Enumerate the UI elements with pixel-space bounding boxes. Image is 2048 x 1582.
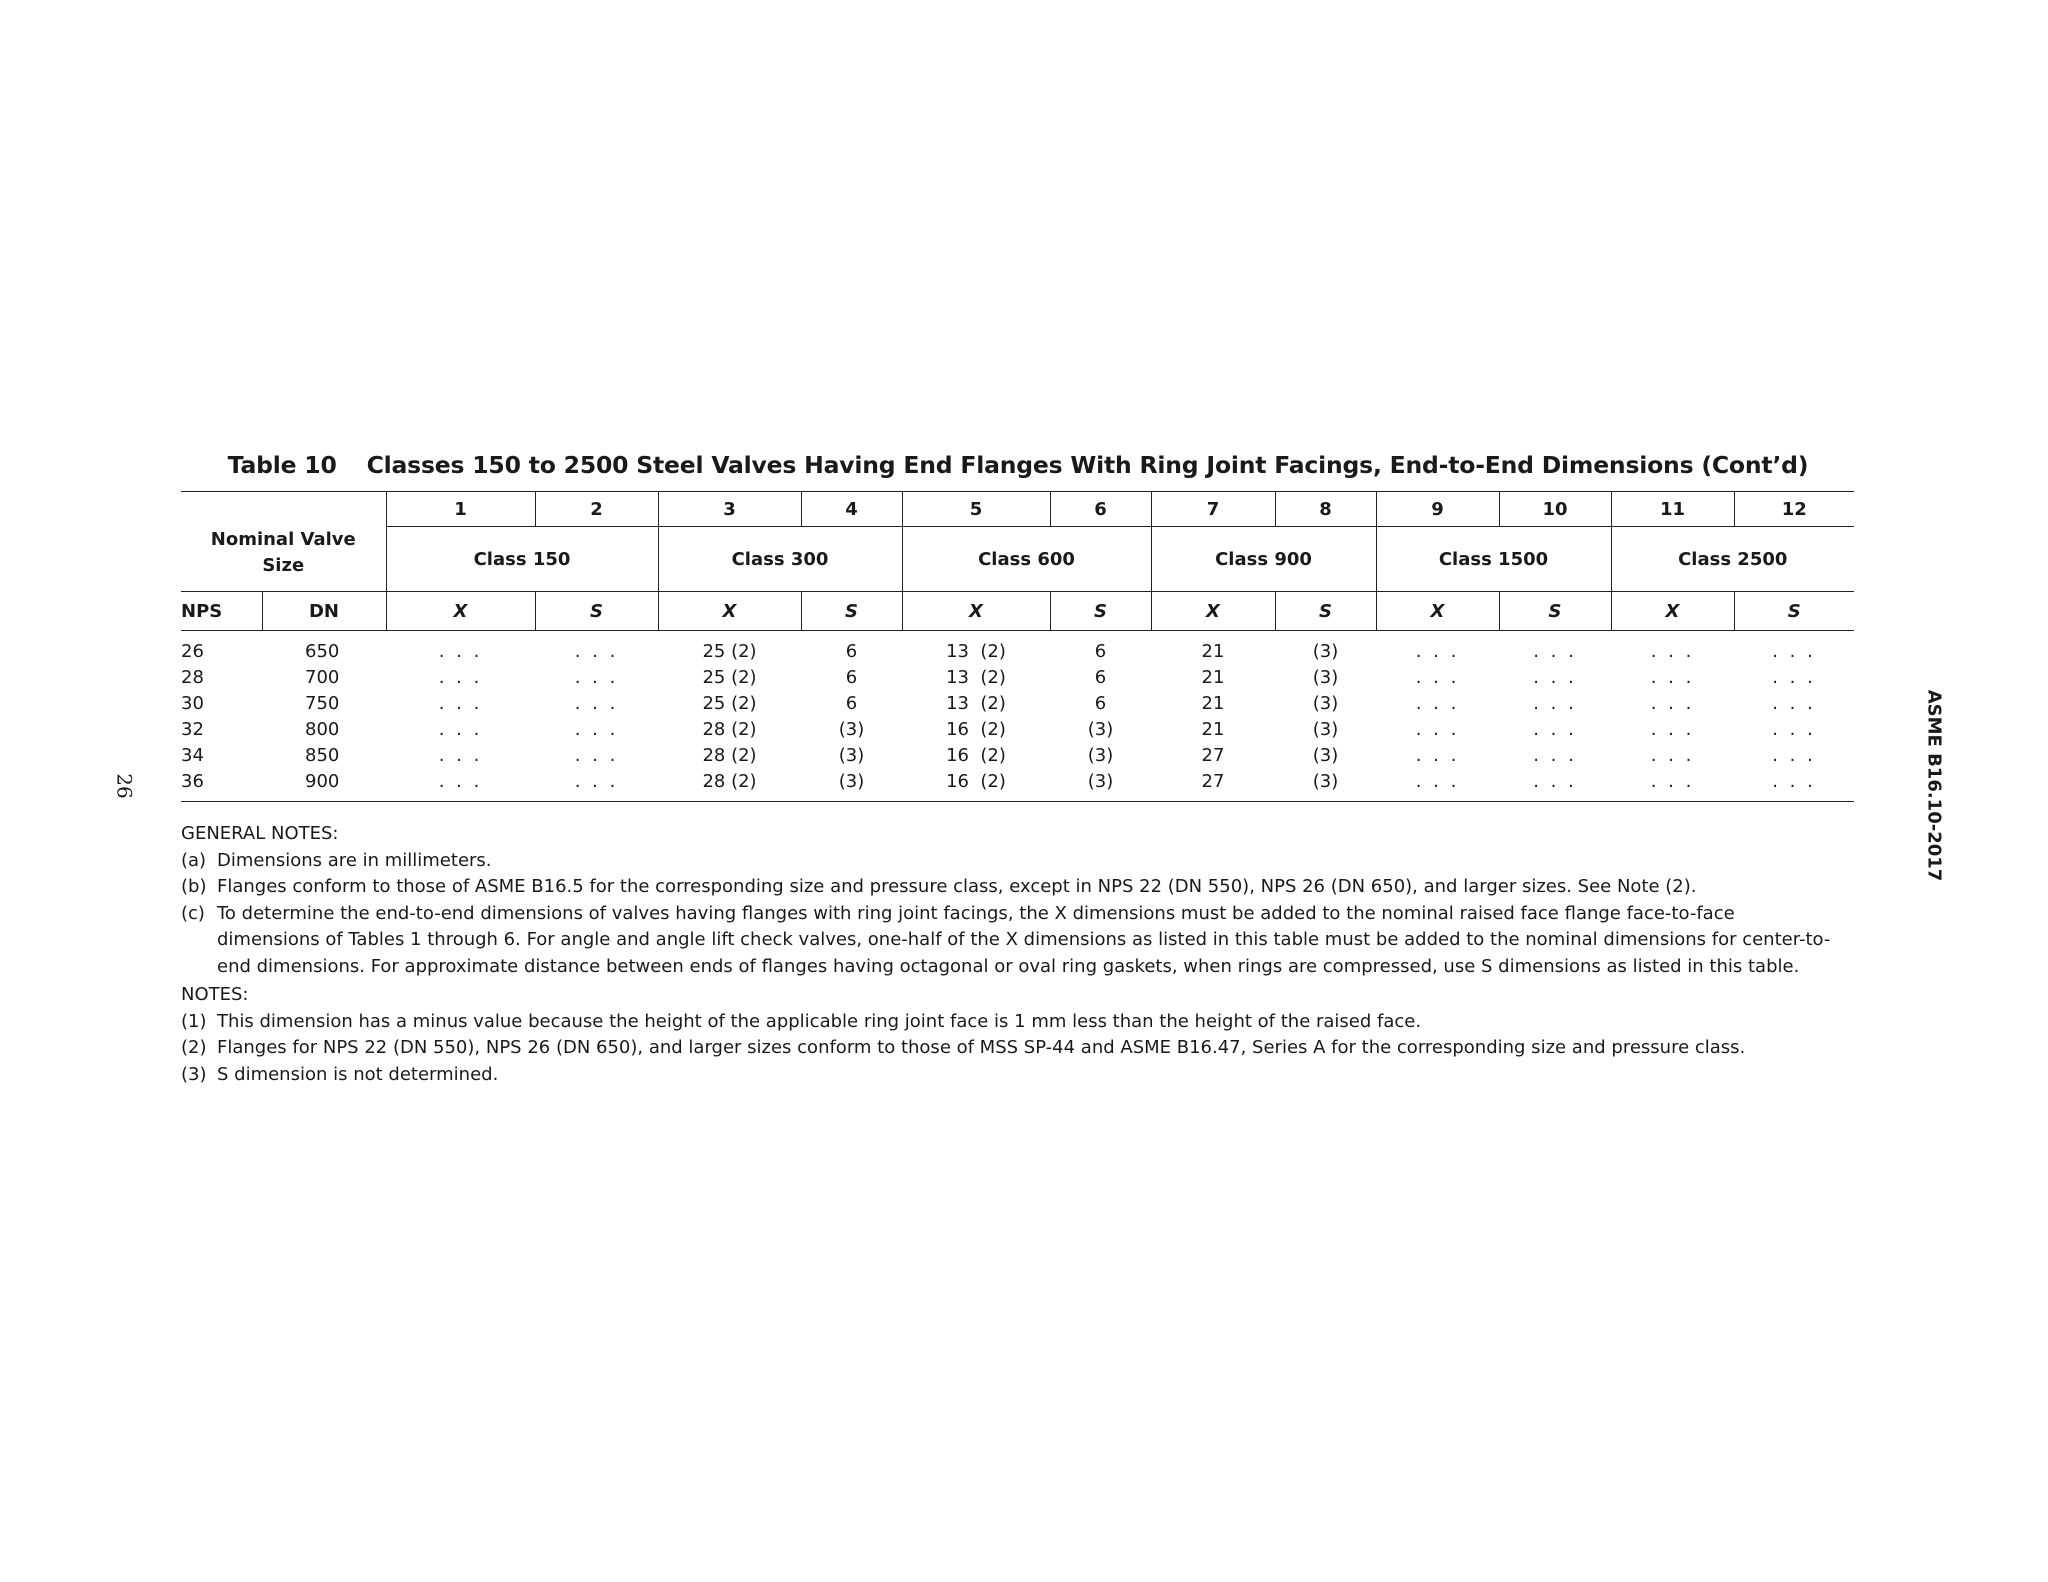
value-cell: 25 (2): [702, 667, 757, 688]
value-cell: 13 (2): [946, 641, 1006, 662]
x-header: X: [1151, 592, 1275, 631]
column-number: 1: [386, 492, 535, 527]
subheader-row: [181, 592, 1854, 631]
nps-header: NPS: [181, 592, 262, 631]
value-cell: . . .: [438, 693, 483, 714]
value-cell: (3): [801, 769, 902, 802]
value-cell: (3): [1087, 745, 1114, 766]
note-text: Flanges for NPS 22 (DN 550), NPS 26 (DN 650), and larger sizes conform to those of MSS SP-44 and ASME B16.47, Series A for the corresponding size and pressure class.: [217, 1037, 1746, 1058]
column-number: 2: [535, 492, 658, 527]
value-cell: 6: [1094, 641, 1107, 662]
value-cell: 6: [845, 641, 858, 662]
notes-section: [181, 821, 1841, 1088]
column-number: 6: [1050, 492, 1151, 527]
x-header: X: [658, 592, 801, 631]
table-row: [181, 665, 1854, 691]
nps-cell: 28: [181, 667, 204, 688]
dn-cell: 800: [305, 719, 340, 740]
value-cell: 6: [845, 667, 858, 688]
column-number: 9: [1376, 492, 1499, 527]
table-body: [181, 631, 1854, 802]
value-cell: 27: [1151, 769, 1275, 802]
value-cell: 6: [845, 693, 858, 714]
value-cell: . . .: [1650, 693, 1695, 714]
class-header: Class 1500: [1376, 527, 1611, 592]
value-cell: 28 (2): [702, 745, 757, 766]
value-cell: . . .: [574, 719, 619, 740]
dimensions-table: [181, 491, 1854, 802]
value-cell: . . .: [1772, 745, 1816, 766]
nps-cell: 34: [181, 745, 204, 766]
nps-cell: 32: [181, 719, 204, 740]
page-number: 26: [112, 773, 137, 799]
s-header: S: [1499, 592, 1611, 631]
value-cell: . . .: [1499, 769, 1611, 802]
nps-cell: 26: [181, 641, 204, 662]
value-cell: . . .: [1650, 745, 1695, 766]
value-cell: . . .: [438, 667, 483, 688]
s-header: S: [1734, 592, 1854, 631]
value-cell: . . .: [1415, 667, 1460, 688]
nominal-valve-size-line2: Size: [262, 554, 305, 576]
class-header: Class 900: [1151, 527, 1376, 592]
table-row: [181, 769, 1854, 802]
column-number: 7: [1151, 492, 1275, 527]
value-cell: (3): [838, 745, 865, 766]
value-cell: . . .: [1415, 719, 1460, 740]
value-cell: . . .: [386, 769, 535, 802]
x-header: X: [1611, 592, 1734, 631]
dn-cell: 900: [262, 769, 386, 802]
value-cell: 16 (2): [902, 769, 1050, 802]
value-cell: . . .: [1415, 693, 1460, 714]
general-notes-heading: GENERAL NOTES:: [181, 823, 339, 844]
class-header: Class 600: [902, 527, 1151, 592]
dn-header: DN: [262, 592, 386, 631]
note: [181, 1035, 1841, 1062]
value-cell: . . .: [574, 667, 619, 688]
value-cell: . . .: [1533, 745, 1577, 766]
value-cell: (3): [1087, 719, 1114, 740]
value-cell: . . .: [1772, 719, 1816, 740]
value-cell: . . .: [1376, 769, 1499, 802]
general-note: [181, 848, 1841, 875]
note-label: (3): [181, 1063, 207, 1085]
running-head: ASME B16.10-2017: [1923, 689, 1945, 882]
column-number: 4: [801, 492, 902, 527]
column-number: 11: [1611, 492, 1734, 527]
value-cell: 25 (2): [702, 693, 757, 714]
value-cell: (3): [1312, 667, 1339, 688]
class-header: Class 2500: [1611, 527, 1854, 592]
table-row: [181, 691, 1854, 717]
table-number: Table 10: [227, 451, 337, 479]
value-cell: . . .: [574, 641, 619, 662]
dn-cell: 650: [305, 641, 340, 662]
value-cell: . . .: [535, 769, 658, 802]
value-cell: . . .: [1611, 769, 1734, 802]
note-text: This dimension has a minus value because the height of the applicable ring joint face is 1 mm less than the height of the raised face.: [217, 1010, 1422, 1032]
note-text: S dimension is not determined.: [217, 1063, 499, 1085]
s-header: S: [1050, 592, 1151, 631]
dn-cell: 700: [305, 667, 340, 688]
column-number: 5: [902, 492, 1050, 527]
general-note: [181, 874, 1841, 901]
value-cell: . . .: [1650, 719, 1695, 740]
dn-cell: 850: [305, 745, 340, 766]
note-text: Dimensions are in millimeters.: [217, 849, 492, 871]
value-cell: 21: [1201, 641, 1225, 662]
column-number: 3: [658, 492, 801, 527]
note-label: (c): [181, 902, 205, 924]
value-cell: 16 (2): [946, 719, 1006, 740]
note-text: Flanges conform to those of ASME B16.5 for the corresponding size and pressure class, except in NPS 22 (DN 550), NPS 26 (DN 650), and larger sizes. See Note (2).: [217, 876, 1697, 897]
x-header: X: [1376, 592, 1499, 631]
table-row: [181, 717, 1854, 743]
header-spacer: [181, 492, 386, 527]
x-header: X: [386, 592, 535, 631]
value-cell: . . .: [1415, 641, 1460, 662]
value-cell: 27: [1201, 745, 1225, 766]
note-label: (a): [181, 849, 207, 871]
note: [181, 1062, 1841, 1089]
value-cell: 25 (2): [702, 641, 757, 662]
value-cell: 13 (2): [946, 693, 1006, 714]
value-cell: . . .: [574, 693, 619, 714]
value-cell: (3): [1312, 719, 1339, 740]
value-cell: 21: [1201, 719, 1225, 740]
note: [181, 1009, 1841, 1036]
value-cell: 28 (2): [658, 769, 801, 802]
note-label: (1): [181, 1010, 207, 1032]
nps-cell: 30: [181, 693, 204, 714]
value-cell: 28 (2): [702, 719, 757, 740]
value-cell: . . .: [438, 719, 483, 740]
value-cell: . . .: [1650, 641, 1695, 662]
table-row: [181, 631, 1854, 666]
table-title: [181, 451, 1855, 479]
column-number: 12: [1734, 492, 1854, 527]
note-label: (b): [181, 876, 207, 897]
value-cell: . . .: [438, 641, 483, 662]
value-cell: 16 (2): [946, 745, 1006, 766]
general-note: [181, 901, 1841, 981]
table-row: [181, 743, 1854, 769]
note-label: (2): [181, 1037, 207, 1058]
value-cell: . . .: [1650, 667, 1695, 688]
value-cell: 13 (2): [946, 667, 1006, 688]
s-header: S: [1275, 592, 1376, 631]
class-header-row: [181, 527, 1854, 592]
value-cell: . . .: [1533, 667, 1577, 688]
value-cell: (3): [1275, 769, 1376, 802]
value-cell: . . .: [1415, 745, 1460, 766]
nps-cell: 36: [181, 769, 262, 802]
column-number: 10: [1499, 492, 1611, 527]
column-number-row: [181, 492, 1854, 527]
value-cell: . . .: [1533, 641, 1577, 662]
value-cell: 6: [1094, 667, 1107, 688]
value-cell: 21: [1201, 693, 1225, 714]
class-header: Class 150: [386, 527, 658, 592]
value-cell: . . .: [1533, 693, 1577, 714]
s-header: S: [535, 592, 658, 631]
value-cell: (3): [1312, 745, 1339, 766]
value-cell: . . .: [574, 745, 619, 766]
value-cell: 21: [1201, 667, 1225, 688]
value-cell: . . .: [438, 745, 483, 766]
value-cell: . . .: [1772, 693, 1816, 714]
table-title-text: Classes 150 to 2500 Steel Valves Having End Flanges With Ring Joint Facings, End-to-End Dimensions (Cont’d): [366, 451, 1809, 479]
nominal-valve-size-header: [181, 527, 386, 592]
value-cell: (3): [1050, 769, 1151, 802]
value-cell: 6: [1094, 693, 1107, 714]
nominal-valve-size-line1: Nominal Valve: [210, 528, 356, 550]
value-cell: (3): [1312, 693, 1339, 714]
value-cell: (3): [838, 719, 865, 740]
value-cell: . . .: [1772, 641, 1816, 662]
x-header: X: [902, 592, 1050, 631]
value-cell: . . .: [1772, 667, 1816, 688]
value-cell: . . .: [1734, 769, 1854, 802]
dn-cell: 750: [305, 693, 340, 714]
notes-heading: NOTES:: [181, 984, 249, 1005]
class-header: Class 300: [658, 527, 902, 592]
value-cell: . . .: [1533, 719, 1577, 740]
note-text: To determine the end-to-end dimensions of valves having flanges with ring joint facings, the X dimensions must be added to the nominal raised face flange face-to-face dimensions of Tables 1 through 6. For angle and angle lift check valves, one-half of the X dimensions as listed in this table must be added to the nominal dimensions for center-to-end dimensions. For approximate distance between ends of flanges having octagonal or oval ring gaskets, when rings are compressed, use S dimensions as listed in this table.: [217, 902, 1831, 977]
column-number: 8: [1275, 492, 1376, 527]
s-header: S: [801, 592, 902, 631]
value-cell: (3): [1312, 641, 1339, 662]
